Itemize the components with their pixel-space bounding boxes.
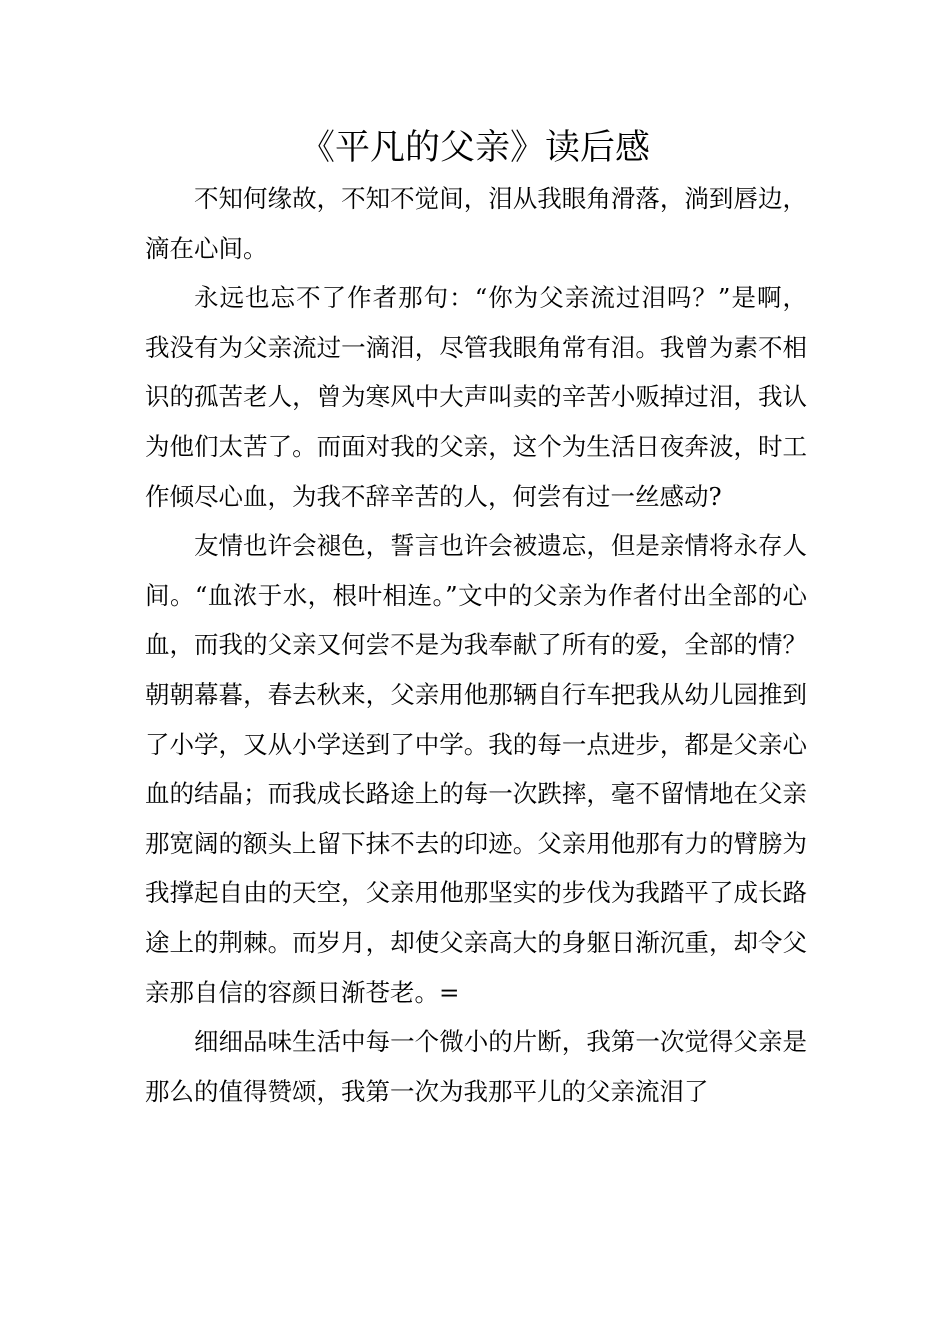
document-body <box>145 174 807 1116</box>
paragraph-4: 细细品味生活中每一个微小的片断，我第一次觉得父亲是那么的值得赞颂，我第一次为我那平儿的父亲流泪了 <box>145 1027 807 1106</box>
document-title: 《平凡的父亲》读后感 <box>299 128 650 168</box>
paragraph-1: 不知何缘故，不知不觉间，泪从我眼角滑落，淌到唇边，滴在心间。 <box>145 184 807 263</box>
paragraph-3: 友情也许会褪色，誓言也许会被遗忘，但是亲情将永存人间。“血浓于水，根叶相连。”文中的父亲为作者付出全部的心血，而我的父亲又何尝不是为我奉献了所有的爱，全部的情？朝朝幕暮，春去秋来，父亲用他那辆自行车把我从幼儿园推到了小学，又从小学送到了中学。我的每一点进步，都是父亲心血的结晶；而我成长路途上的每一次跌摔，毫不留情地在父亲那宽阔的额头上留下抹不去的印迹。父亲用他那有力的臂膀为我撑起自由的天空，父亲用他那坚实的步伐为我踏平了成长路途上的荆棘。而岁月，却使父亲高大的身躯日渐沉重，却令父亲那自信的容颜日渐苍老。= <box>145 531 807 1007</box>
paragraph-2: 永远也忘不了作者那句：“你为父亲流过泪吗？”是啊，我没有为父亲流过一滴泪，尽管我眼角常有泪。我曾为素不相识的孤苦老人，曾为寒风中大声叫卖的辛苦小贩掉过泪，我认为他们太苦了。而面对我的父亲，这个为生活日夜奔波，时工作倾尽心血，为我不辞辛苦的人，何尝有过一丝感动? <box>145 283 807 511</box>
